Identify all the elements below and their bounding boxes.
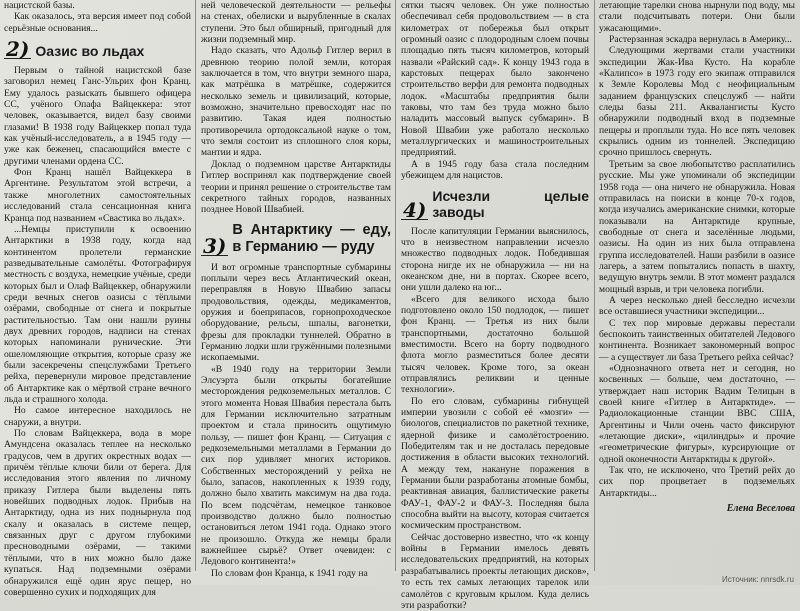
section-number: 3) [203, 233, 227, 258]
paragraph: Первым о тайной нацистской базе заговорил немец Ганс-Ульрих фон Кранц. Ему удалось разыскать бывшего офицера СС, учёного Опафа Вайцеккера: этот человек, оказывается, видел базу своими глазами! В 1938 году Вайцеккер попал туда как учёный-исследователь, а в 1945 году — уже как беженец, спасающийся вместе с другими членами ордена СС. [4, 65, 191, 167]
paragraph: С тех пор мировые державы перестали беспокоить таинственных обитателей Ледового континента. Возникает закономерный вопрос — а существует ли база Третьего рейха сейчас? [599, 317, 795, 363]
column-3 [401, 0, 589, 611]
paragraph: ней человеческой деятельности — рельефы на стенах, обелиски и вырубленные в скалах ступени. Это был обширный, пригодный для жизни подземный мир. [201, 0, 391, 46]
section-title: Оазис во льдах [35, 43, 145, 60]
paragraph: Доклад о подземном царстве Антарктиды Гитлер воспринял как подтверждение своей теории и принял решение о строительстве там секретного тайных городов, названных позднее Новой Швабией. [201, 158, 391, 216]
section-number: 2) [6, 37, 30, 62]
paragraph: сятки тысяч человек. Он уже полностью обеспечивал себя продовольствием — в ста километрах от побережья был открыт огромный оазис с плодородным слоем почвы площадью пять тысяч километров, который назвали «Райский сад». К концу 1943 года в карстовых пещерах было закончено строительство верфи для ремонта подводных лодок. «Масштабы предприятия были таковы, что там без труда можно было наладить массовый выпуск субмарин». В Новой Швабии уже работало несколько металлургических и машиностроительных предприятий. [401, 0, 589, 159]
section-heading-2 [4, 37, 191, 62]
section-title: В Антарктику — еду, в Германию — руду [232, 221, 391, 255]
column-divider [594, 0, 595, 571]
section-heading-4 [401, 188, 589, 220]
section-number: 4) [403, 197, 427, 222]
paragraph: ...Немцы приступили к освоению Антарктики в 1938 году, когда над континентом пролетели германские разведывательные самолёты. Фотографируя местность с воздуха, немецкие учёные, среди которых был и Олаф Вайцеккер, обнаружили среди вечных снегов оазисы с тёплыми озёрами, свободные от снега и покрытые растительностью. Там они нашли руины двух древних городов, надписи на стенах которых напоминали рунические. Эти ошеломляющие открытия, которые сразу же были засекречены спецслужбами Третьего рейха, перевернули мировое представление об Антарктике как о мёртвой стране вечного льда и страшного холода. [4, 223, 191, 405]
paragraph: А в 1945 году база стала последним убежищем для нацистов. [401, 158, 589, 182]
column-4 [599, 0, 795, 571]
section-title: Исчезли целые заводы [432, 187, 589, 220]
source-credit: Источник: nnrsdk.ru [722, 575, 794, 584]
paragraph: Как оказалось, эта версия имеет под собой серьёзные основания... [4, 11, 191, 34]
paragraph: По словам Вайцеккера, вода в море Амундсена оказалась теплее на несколько градусов, чем в других окрестных водах — причём тёплые ключи били от берега. Для исследования этого явления по личному приказу Гитлера были выделены пять новейших подводных лодок. Прибыв на Антарктиду, одна из них поднырнула под скалу и оказалась в системе пещер, связанных друг с другом глубокими пресноводными озёрами, — такими тёплыми, что в них можно было даже купаться. Над подземными озёрами обнаружился ещё один ярус пещер, но совершенно сухих и подходящих для [4, 428, 191, 598]
section-heading-3 [201, 222, 391, 256]
column-divider [395, 0, 396, 571]
paragraph: Надо сказать, что Адольф Гитлер верил в древнюю теорию полой земли, которая заключается в том, что внутри земного шара, как матрёшка в матрёшке, содержится несколько земель и цивилизаций, которые, возможно, значительно превосходят нас по развитию. Такая идея полностью противоречила ортодоксальной науке о том, что земля состоит из сплошного слоя коры, мантии и ядра. [201, 45, 391, 159]
paragraph: После капитуляции Германии выяснилось, что в неизвестном направлении исчезло множество подводных лодок. Победившая сторона нигде их не обнаружила — ни на океанском дне, ни в портах. Скорее всего, они ушли далеко на юг... [401, 225, 589, 294]
paragraph: «В 1940 году на территории Земли Элсуэрта были открыты богатейшие месторождения редкоземельных металлов. С этого момента Новая Швабия перестала быть для Германии исключительно затратным проектом и стала приносить ощутимую пользу, — пишет фон Кранц. — Ситуация с редкоземельными металлами в Германии до сих пор удивляет многих историков. Собственных месторождений у рейха не было, запасов, накопленных к 1939 году, должно было хватить максимум на два года. По всем подсчётам, немецкое танковое производство должно было полностью остановиться летом 1941 года. Однако этого не произошло. Откуда же немцы брали важнейшее сырьё? Ответ очевиден: с Ледового континента!» [201, 363, 391, 568]
column-divider [195, 0, 196, 571]
paragraph: Следующими жертвами стали участники экспедиции Жак-Ива Кусто. На корабле «Калипсо» в 1973 году его экипаж отправился к Земле Королевы Мод с неофициальным заданием французских спецслужб — найти следы базы 211. Аквалангисты Кусто обнаружили подводный вход в подземные пещеры и проплыли туда. Но все пять человек скрылись одним из тоннелей. Экспедицию срочно пришлось свернуть. [599, 45, 795, 159]
paragraph: По его словам, субмарины гибнущей империи увозили с собой её «мозги» — биологов, специалистов по ракетной технике, ядерной физике и самолётостроению. Победителям так и не досталась передовые достижения в области высоких технологий. А между тем, накануне поражения в Германии были разработаны атомные бомбы, реактивная авиация, баллистические ракеты ФАУ-1, ФАУ-2 и ФАУ-3. Последняя была способна выйти на высоту, которая считается космическим пространством. [401, 395, 589, 532]
paragraph: И вот огромные транспортные субмарины поплыли через весь Атлантический океан, переправляя в Новую Швабию запасы продовольствия, одежды, медикаментов, оружия и боеприпасов, горнопроходческое оборудование, рельсы, шпалы, вагонетки, фрезы для прокладки туннелей. Обратно в Германию лодки шли гружёнными полезными ископаемыми. [201, 261, 391, 364]
paragraph: «Однозначного ответа нет и сегодня, но косвенных — больше, чем достаточно, — утверждает наш историк Вадим Телицын в своей книге «Гитлер в Антарктиде». — Радиолокационные станции ВВС США, Аргентины и Чили очень часто фиксируют «летающие диски», «цилиндры» и прочие «геометрические фигуры», курсирующие от одной оконечности Антарктиды к другой». [599, 363, 795, 465]
paragraph: Третьим за свое любопытство расплатились русские. Мы уже упоминали об экспедиции 1958 года — она ничего не обнаружила. Новая отправилась на поиски в конце 70-х годов, когда изучались американские снимки, которые показывали на Антарктиде крупные, свободные от снега и заселённые людьми, оазисы. На один из них была отправлена группа исследователей. Наши разбили в оазисе лагерь, а затем попытались попасть в шахту, ведущую внутрь земли. В этот момент раздался мощный взрыв, и три человека погибли. [599, 158, 795, 295]
paragraph: «Всего для великого исхода было подготовлено около 150 подлодок, — пишет фон Кранц. — Третья из них были транспортными, достаточно большой вместимости. Всего на борту подводного флота могло разместиться более десяти тысяч человек. Кроме того, за океан отправлялись реликвии и ценные технологии». [401, 293, 589, 396]
paragraph: нацистской базы. [4, 0, 75, 11]
author-signature: Елена Веселова [726, 503, 795, 515]
paragraph: А через несколько дней бесследно исчезли все оставшиеся участники экспедиции... [599, 294, 795, 318]
paragraph: Но самое интересное находилось не снаружи, а внутри. [4, 405, 191, 428]
column-1 [4, 0, 191, 598]
paragraph: Так что, не исключено, что Третий рейх до сих пор процветает в подземельях Антарктиды... [599, 465, 795, 499]
paragraph: летающие тарелки снова нырнули под воду, мы стали подсчитывать потери. Они были ужасающими». [599, 0, 795, 34]
paragraph: По словам фон Кранца, к 1941 году на [211, 567, 368, 579]
paragraph: Растерзанная эскадра вернулась в Америку... [609, 34, 792, 46]
column-2 [201, 0, 391, 579]
paragraph: Сейчас достоверно известно, что «к концу войны в Германии имелось девять исследовательских предприятий, на которых разрабатывались проекты летающих дисков», то есть тех самых летающих тарелок или самолётов с круговым крылом. Куда делись эти разработки? [401, 531, 589, 611]
paragraph: Фон Кранц нашёл Вайцеккера в Аргентине. Результатом этой встречи, а также многолетних самостоятельных исследований стала сенсационная книга Кранца под названием «Свастика во льдах». [4, 167, 191, 224]
